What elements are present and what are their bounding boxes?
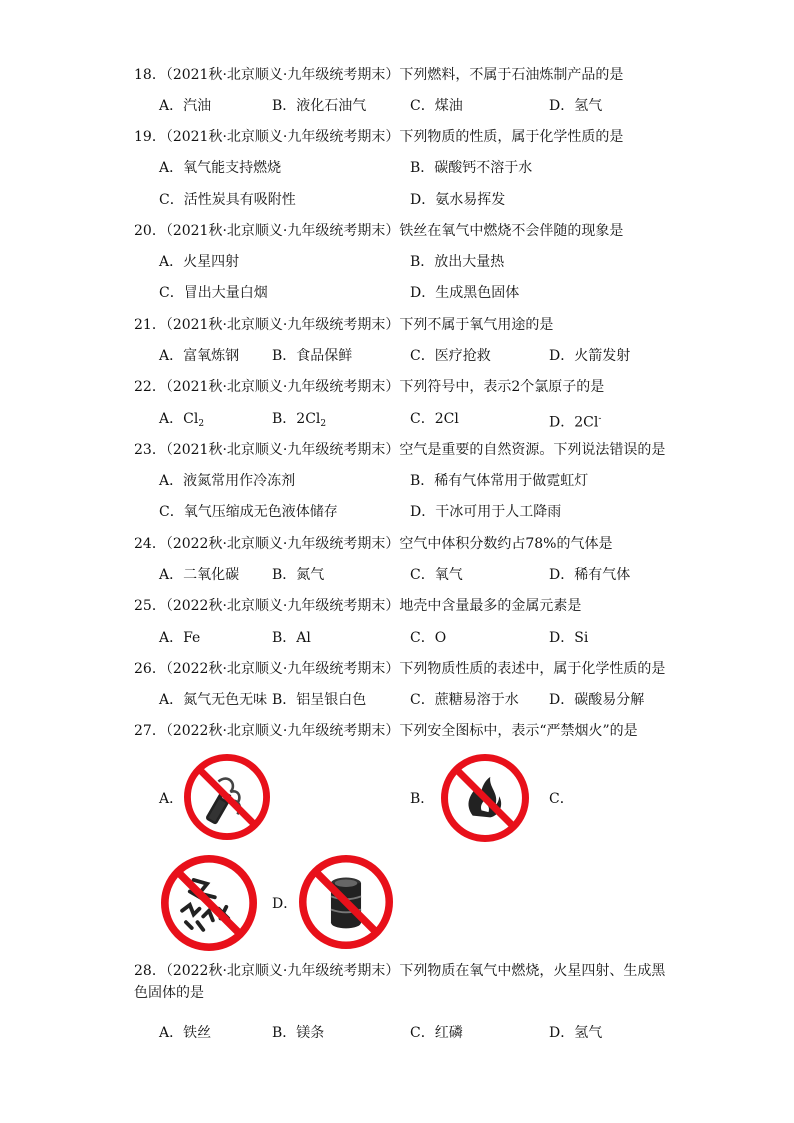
question-28-options bbox=[0, 1022, 794, 1044]
option-b: B．氮气 bbox=[272, 567, 325, 583]
option-d: D．生成黑色固体 bbox=[410, 285, 520, 301]
question-28-stem: 28．（2022秋·北京顺义·九年级统考期末）下列物质在氧气中燃烧，火星四射、生成黑色固体的是 bbox=[134, 963, 666, 1001]
question-19-stem: 19．（2021秋·北京顺义·九年级统考期末）下列物质的性质，属于化学性质的是 bbox=[134, 129, 624, 145]
question-26-stem: 26．（2022秋·北京顺义·九年级统考期末）下列物质性质的表述中，属于化学性质的是 bbox=[134, 661, 666, 677]
question-24-stem: 24．（2022秋·北京顺义·九年级统考期末）空气中体积分数约占78%的气体是 bbox=[134, 536, 613, 552]
option-a: A．$Cl_2$ bbox=[159, 411, 205, 429]
question-20-options-row2 bbox=[0, 282, 794, 304]
option-d: D．火箭发射 bbox=[549, 348, 631, 364]
question-25-stem: 25．（2022秋·北京顺义·九年级统考期末）地壳中含量最多的金属元素是 bbox=[134, 598, 582, 614]
question-23-options-row1 bbox=[0, 470, 794, 492]
question-19-options-row2 bbox=[0, 189, 794, 211]
option-c: C．医疗抢救 bbox=[410, 348, 491, 364]
option-b: B．碳酸钙不溶于水 bbox=[410, 160, 533, 176]
question-27-stem: 27．（2022秋·北京顺义·九年级统考期末）下列安全图标中，表示“严禁烟火”的是 bbox=[134, 723, 638, 739]
option-a: A．富氧炼钢 bbox=[159, 348, 240, 364]
option-c: C．蔗糖易溶于水 bbox=[410, 692, 519, 708]
no-fireworks-icon bbox=[161, 855, 257, 951]
option-c-label: C． bbox=[549, 791, 574, 807]
option-a: A．二氧化碳 bbox=[159, 567, 240, 583]
no-fire-icon bbox=[441, 754, 529, 842]
option-d: D．2Cl- bbox=[549, 414, 602, 431]
question-23-options-row2 bbox=[0, 501, 794, 523]
question-22-stem: 22．（2021秋·北京顺义·九年级统考期末）下列符号中，表示2个氯原子的是 bbox=[134, 379, 605, 395]
option-a: A．Fe bbox=[159, 630, 201, 646]
option-d: D．干冰可用于人工降雨 bbox=[410, 504, 562, 520]
question-18-stem: 18．（2021秋·北京顺义·九年级统考期末）下列燃料，不属于石油炼制产品的是 bbox=[134, 67, 624, 83]
no-smoking-icon bbox=[184, 754, 270, 840]
question-21-stem: 21．（2021秋·北京顺义·九年级统考期末）下列不属于氧气用途的是 bbox=[134, 317, 554, 333]
option-c: C．红磷 bbox=[410, 1025, 463, 1041]
option-b: B．稀有气体常用于做霓虹灯 bbox=[410, 473, 589, 489]
option-c: C．氧气压缩成无色液体储存 bbox=[159, 504, 338, 520]
question-18-options bbox=[0, 95, 794, 117]
option-b: B．液化石油气 bbox=[272, 98, 367, 114]
option-d: D．氢气 bbox=[549, 98, 603, 114]
option-b: B．铝呈银白色 bbox=[272, 692, 367, 708]
question-21-options bbox=[0, 345, 794, 367]
option-d: D．氨水易挥发 bbox=[410, 192, 506, 208]
question-19-options-row1 bbox=[0, 157, 794, 179]
question-20-options-row1 bbox=[0, 251, 794, 273]
option-b: B．镁条 bbox=[272, 1025, 325, 1041]
question-20-stem: 20．（2021秋·北京顺义·九年级统考期末）铁丝在氧气中燃烧不会伴随的现象是 bbox=[134, 223, 624, 239]
option-b: B．Al bbox=[272, 630, 311, 646]
option-b-label: B． bbox=[410, 791, 435, 807]
question-26-options bbox=[0, 689, 794, 711]
option-c: C．氧气 bbox=[410, 567, 463, 583]
question-24-options bbox=[0, 564, 794, 586]
question-22-options bbox=[0, 408, 794, 430]
option-a: A．氧气能支持燃烧 bbox=[159, 160, 282, 176]
option-c: C．2Cl bbox=[410, 411, 459, 427]
option-d: D．碳酸易分解 bbox=[549, 692, 645, 708]
option-b: B．食品保鲜 bbox=[272, 348, 353, 364]
no-oil-drum-icon bbox=[299, 855, 393, 949]
option-b: B．$2Cl_2$ bbox=[272, 411, 327, 429]
question-25-options bbox=[0, 627, 794, 649]
option-b: B．放出大量热 bbox=[410, 254, 505, 270]
option-a-label: A． bbox=[159, 791, 184, 807]
option-d: D．氢气 bbox=[549, 1025, 603, 1041]
question-23-stem: 23．（2021秋·北京顺义·九年级统考期末）空气是重要的自然资源。下列说法错误的是 bbox=[134, 442, 666, 458]
option-d: D．Si bbox=[549, 630, 589, 646]
option-d: D．稀有气体 bbox=[549, 567, 631, 583]
option-a: A．铁丝 bbox=[159, 1025, 212, 1041]
option-d-label: D． bbox=[272, 896, 298, 912]
option-a: A．液氮常用作冷冻剂 bbox=[159, 473, 296, 489]
option-a: A．氮气无色无味 bbox=[159, 692, 268, 708]
option-a: A．汽油 bbox=[159, 98, 212, 114]
option-c: C．O bbox=[410, 630, 447, 646]
option-c: C．冒出大量白烟 bbox=[159, 285, 268, 301]
option-c: C．煤油 bbox=[410, 98, 463, 114]
option-c: C．活性炭具有吸附性 bbox=[159, 192, 296, 208]
option-a: A．火星四射 bbox=[159, 254, 240, 270]
